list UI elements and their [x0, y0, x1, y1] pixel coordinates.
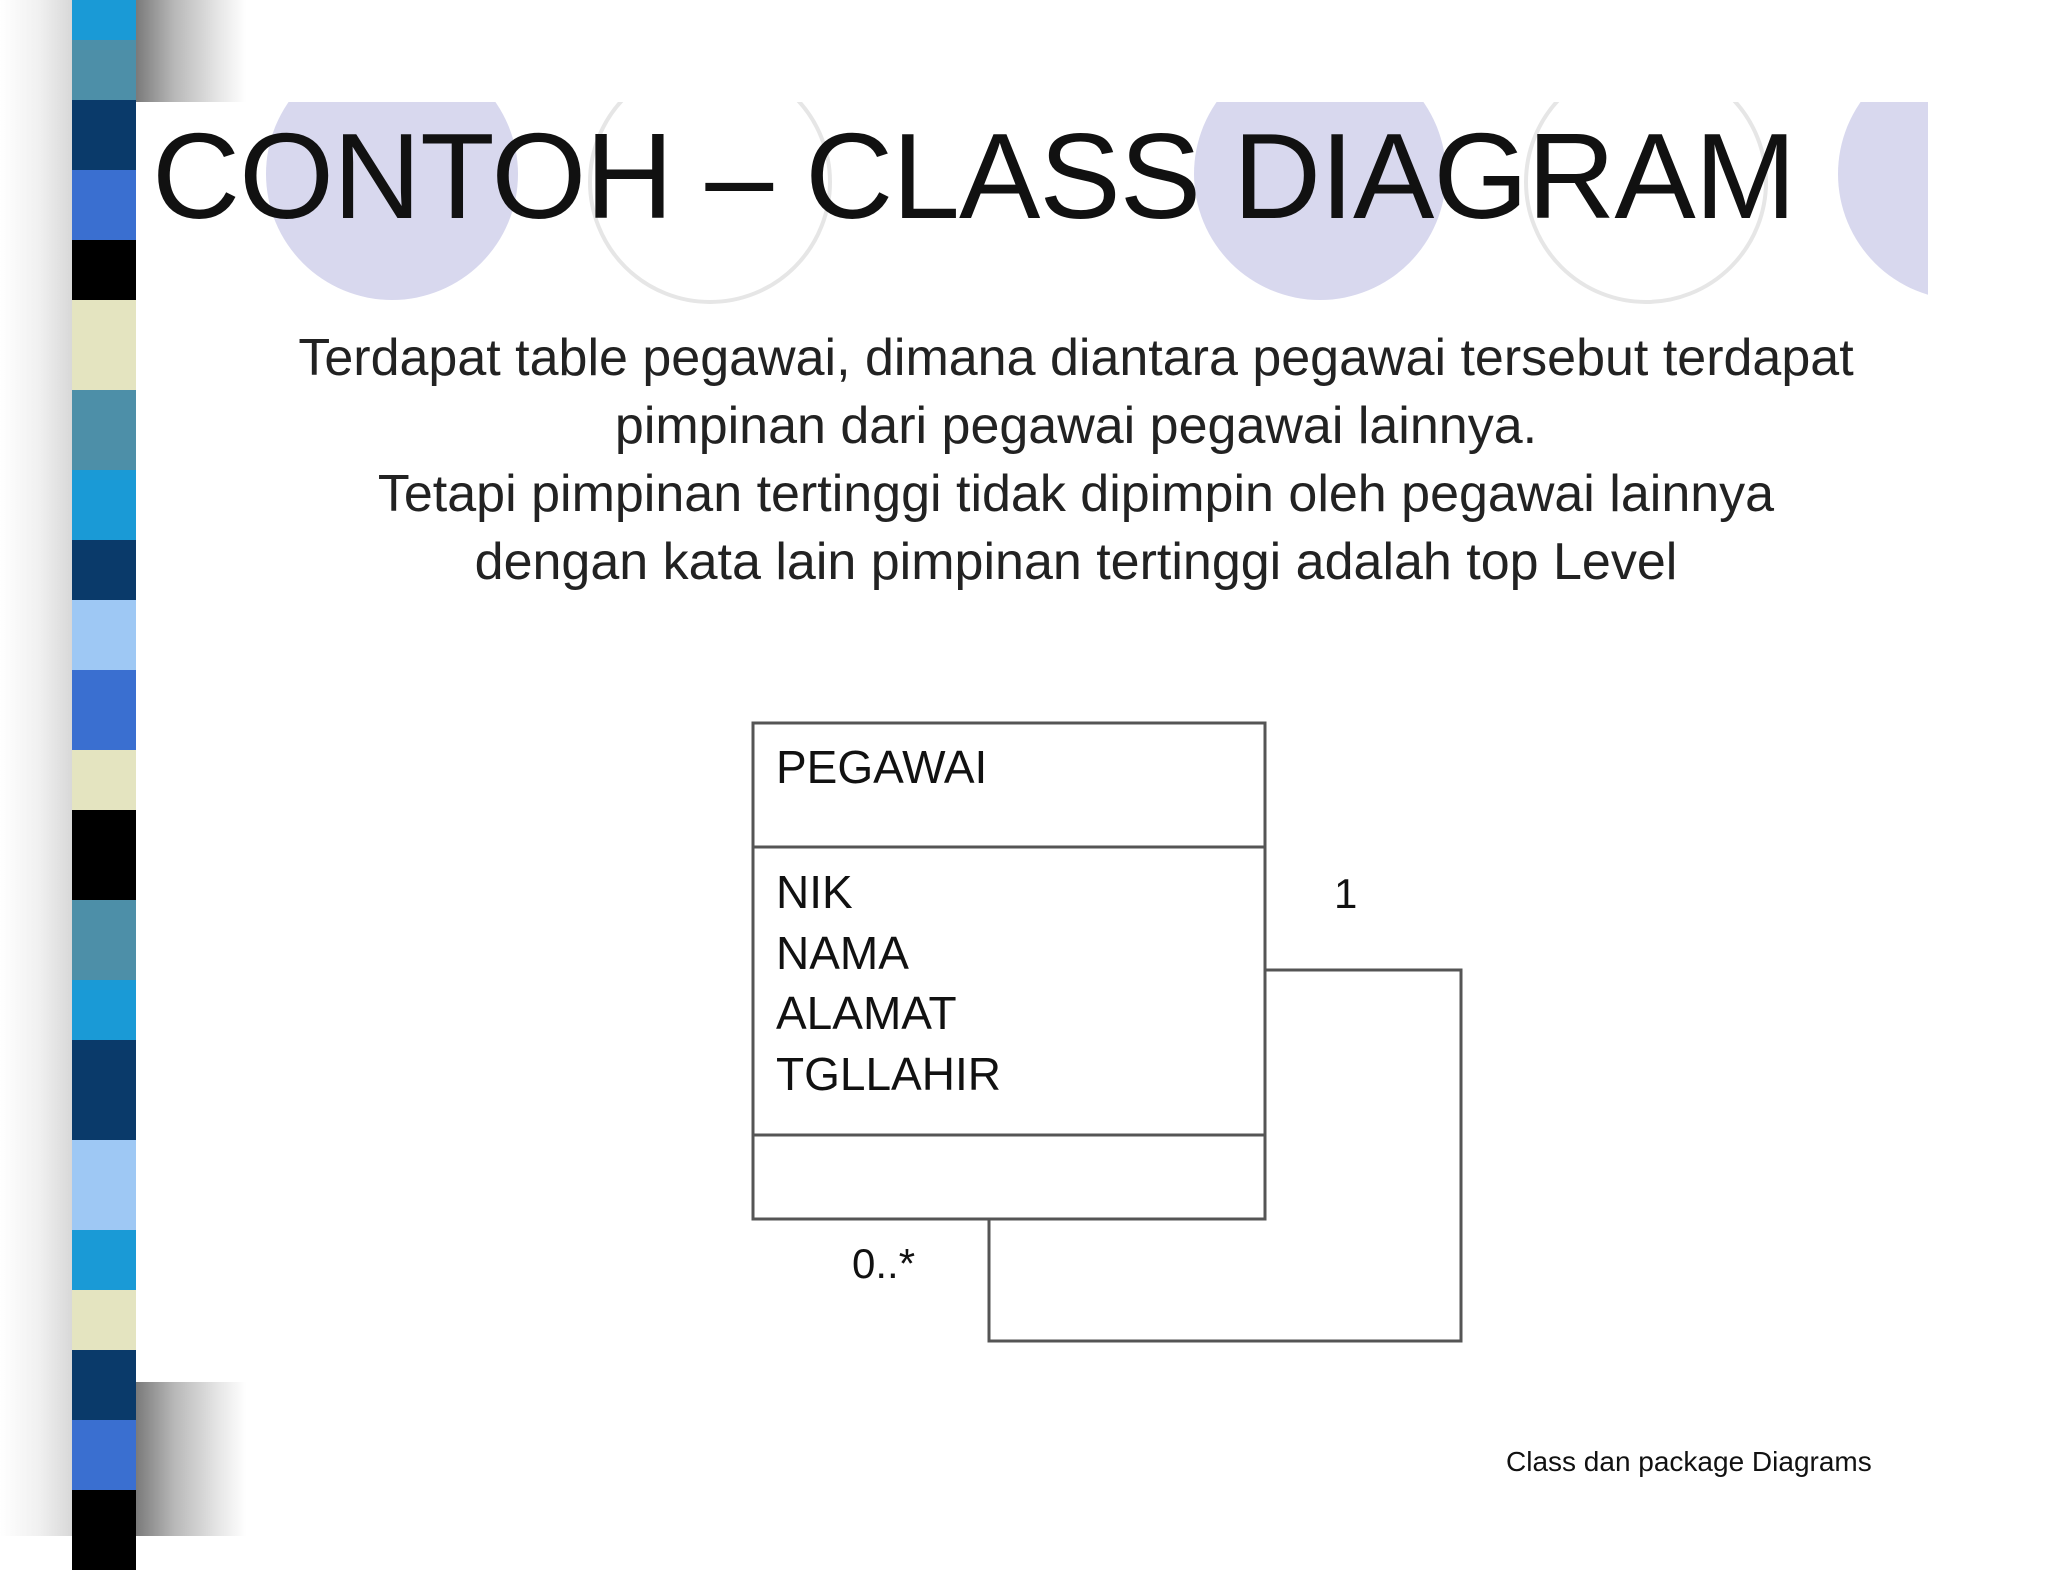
stripe-block — [72, 900, 136, 980]
stripe-block — [72, 670, 136, 750]
stripe-block — [72, 750, 136, 810]
footer-caption: Class dan package Diagrams — [1506, 1446, 1872, 1477]
stripe-block — [72, 1490, 136, 1570]
stripe-block — [72, 540, 136, 600]
stripe-block — [72, 470, 136, 540]
decorative-side-stripe — [72, 0, 136, 1536]
stripe-block — [72, 1420, 136, 1490]
stripe-block — [72, 810, 136, 900]
description-line: pimpinan dari pegawai pegawai lainnya. — [614, 397, 1538, 455]
description-line: Terdapat table pegawai, dimana diantara pegawai tersebut terdapat — [298, 329, 1854, 387]
multiplicity-one-label: 1 — [1334, 870, 1358, 917]
slide-title: CONTOH – CLASS DIAGRAM — [152, 108, 1796, 244]
stripe-block — [72, 390, 136, 470]
stripe-block — [72, 1350, 136, 1420]
class-attribute: TGLLAHIR — [776, 1048, 1001, 1100]
class-name: PEGAWAI — [776, 741, 988, 793]
class-attribute: ALAMAT — [776, 987, 957, 1039]
uml-class-diagram — [136, 102, 1928, 1382]
stripe-block — [72, 1040, 136, 1140]
multiplicity-many-label: 0..* — [852, 1240, 916, 1287]
stripe-block — [72, 100, 136, 170]
description-line: Tetapi pimpinan tertinggi tidak dipimpin oleh pegawai lainnya — [377, 465, 1775, 523]
stripe-block — [72, 300, 136, 390]
stripe-block — [72, 0, 136, 40]
slide-panel — [136, 102, 1928, 1382]
stripe-block — [72, 980, 136, 1040]
class-attribute: NAMA — [776, 927, 909, 979]
stripe-block — [72, 240, 136, 300]
stripe-block — [72, 1230, 136, 1290]
class-box-pegawai — [753, 723, 1265, 1219]
stripe-block — [72, 1290, 136, 1350]
stripe-block — [72, 40, 136, 100]
description-line: dengan kata lain pimpinan tertinggi adalah top Level — [474, 533, 1678, 591]
stripe-block — [72, 170, 136, 240]
stripe-block — [72, 1140, 136, 1230]
stripe-block — [72, 600, 136, 670]
left-edge-gradient — [0, 0, 72, 1536]
class-attribute: NIK — [776, 866, 853, 918]
